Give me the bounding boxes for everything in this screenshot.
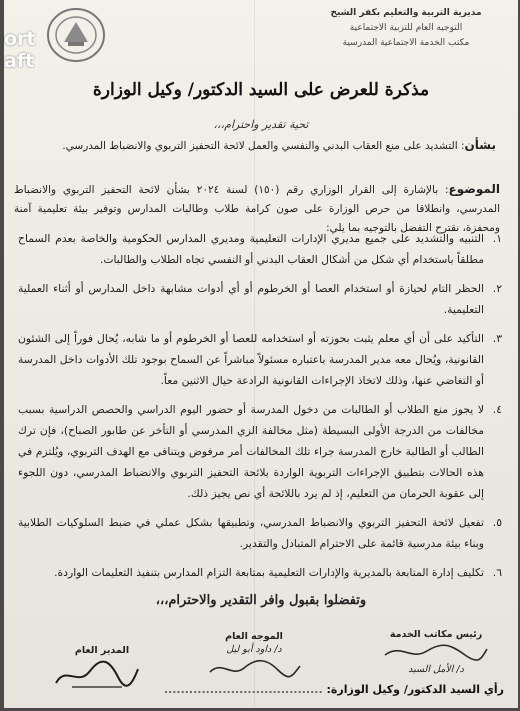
items-list: [18, 228, 502, 591]
item-number: ٣.: [492, 332, 502, 345]
watermark-line-2: aft: [4, 50, 35, 72]
handwritten-signature: [52, 657, 142, 691]
greeting: تحية تقدير واحترام،،،: [213, 118, 309, 131]
handwritten-signature: [381, 641, 491, 663]
memo-paper: [4, 0, 518, 708]
item-text: تكليف إدارة المتابعة بالمديرية والإدارات التعليمية بمتابعة التزام المدارس بتنفيذ التعليمات الواردة.: [54, 566, 484, 579]
item-text: الحظر التام لحيازة أو استخدام العصا أو الخرطوم أو أي أدوات مشابهة داخل المدارس أو أثناء العملية التعليمية.: [18, 282, 484, 316]
list-item: [18, 399, 502, 504]
topic-label: الموضوع: [448, 182, 501, 196]
item-number: ٤.: [492, 403, 502, 416]
subject-text: : التشديد على منع العقاب البدني والنفسي والعمل لائحة التحفيز التربوي والانضباط المدرسي.: [62, 140, 465, 152]
org-line-2: التوجيه العام للتربية الاجتماعية: [349, 23, 463, 33]
footer-label: رأي السيد الدكتور/ وكيل الوزارة:: [326, 683, 504, 696]
signature-block-general-supervisor: [199, 630, 309, 680]
item-number: ٥.: [492, 516, 502, 529]
item-number: ٦.: [492, 566, 502, 579]
handwritten-signature: [204, 656, 304, 680]
list-item: [18, 512, 502, 554]
watermark-line-1: ort: [4, 28, 36, 50]
footer-dots: ......................................: [163, 683, 323, 696]
signature-block-general-director: [62, 644, 142, 691]
list-item: [18, 328, 502, 391]
subject-label: بشأن: [464, 138, 496, 152]
item-text: تفعيل لائحة التحفيز التربوي والانضباط المدرسي، وتطبيقها بشكل عملي في ضبط السلوكيات الطلابية وبناء بيئة مدرسية قائمة على الاحترام المتبادل والتقدير.: [18, 516, 484, 550]
ministry-logo: [44, 6, 108, 64]
list-item: [18, 278, 502, 320]
item-text: التنبيه والتشديد على جميع مديري الإدارات التعليمية ومديري المدارس الحكومية والخاصة بعدم السماح مطلقاً باستخدام أي شكل من أشكال العقاب البدني أو النفسي تجاه الطلاب والطالبات.: [18, 232, 484, 266]
signature-title: رئيس مكاتب الخدمة: [389, 629, 483, 640]
org-line-3: مكتب الخدمة الاجتماعية المدرسية: [342, 38, 470, 48]
item-text: التأكيد على أن أي معلم يثبت بحوزته أو استخدامه للعصا أو الخرطوم أو ما شابه، يُحال فوراً إلى الشئون القانونية، ويُحال معه مدير المدرسة باعتباره مسئولاً مباشراً عن السماح بوجود تلك الأدوات داخل المدرسة أو التغاضي عنها، وذلك لاتخاذ الإجراءات القانونية الرادعة حيال الاثنين معاً.: [18, 332, 484, 387]
organization-header: [306, 6, 506, 51]
watermark: [4, 28, 36, 72]
list-item: [18, 228, 502, 270]
item-text: لا يجوز منع الطلاب أو الطالبات من دخول المدرسة أو حضور اليوم الدراسي والحصص الدراسية بسبب مخالفات من الدرجة الأولى البسيطة (مثل مخالفة الزي المدرسي أو التأخر عن طابور الصباح)، فإن ترك الطالب أو الطالبة خارج المدرسة جراء تلك المخالفات أمر مرفوض ويتنافى مع الهدف التربوي، ويُلتزم في هذه الحالات بتطبيق الإجراءات التربوية الواردة بلائحة التحفيز التربوي والانضباط المدرسي، دون اللجوء إلى عقوبة الحرمان من التعليم، إذ لم يرد باللائحة أي نص يجيز ذلك.: [18, 403, 484, 500]
item-number: ١.: [492, 232, 502, 245]
closing-line: وتفضلوا بقبول وافر التقدير والاحترام،،،: [155, 593, 367, 608]
org-line-1: مديرية التربية والتعليم بكفر الشيخ: [330, 8, 482, 18]
topic-text: : بالإشارة إلى القرار الوزاري رقم (١٥٠) لسنة ٢٠٢٤ بشأن لائحة التحفيز التربوي والانضباط المدرسي، وانطلاقا من حرص الوزارة على صون كرامة طلاب وطالبات المدارس وتوفير بيئة تعليمية آمنة ومحفزة، نقترح التفضل بالتوجيه بما يلي:: [14, 184, 500, 234]
signature-block-service-head: [376, 628, 496, 676]
item-number: ٢.: [492, 282, 502, 295]
subject-line: [26, 137, 496, 155]
list-item: [18, 562, 502, 583]
signature-title: المدير العام: [74, 645, 130, 656]
signature-title: الموجه العام: [225, 631, 283, 642]
deputy-opinion-line: [164, 683, 504, 696]
memo-title: مذكرة للعرض على السيد الدكتور/ وكيل الوزارة: [92, 80, 430, 100]
signature-name: د/ داود أبو ليل: [226, 644, 282, 655]
signature-name: د/ الأمل السيد: [408, 664, 464, 675]
